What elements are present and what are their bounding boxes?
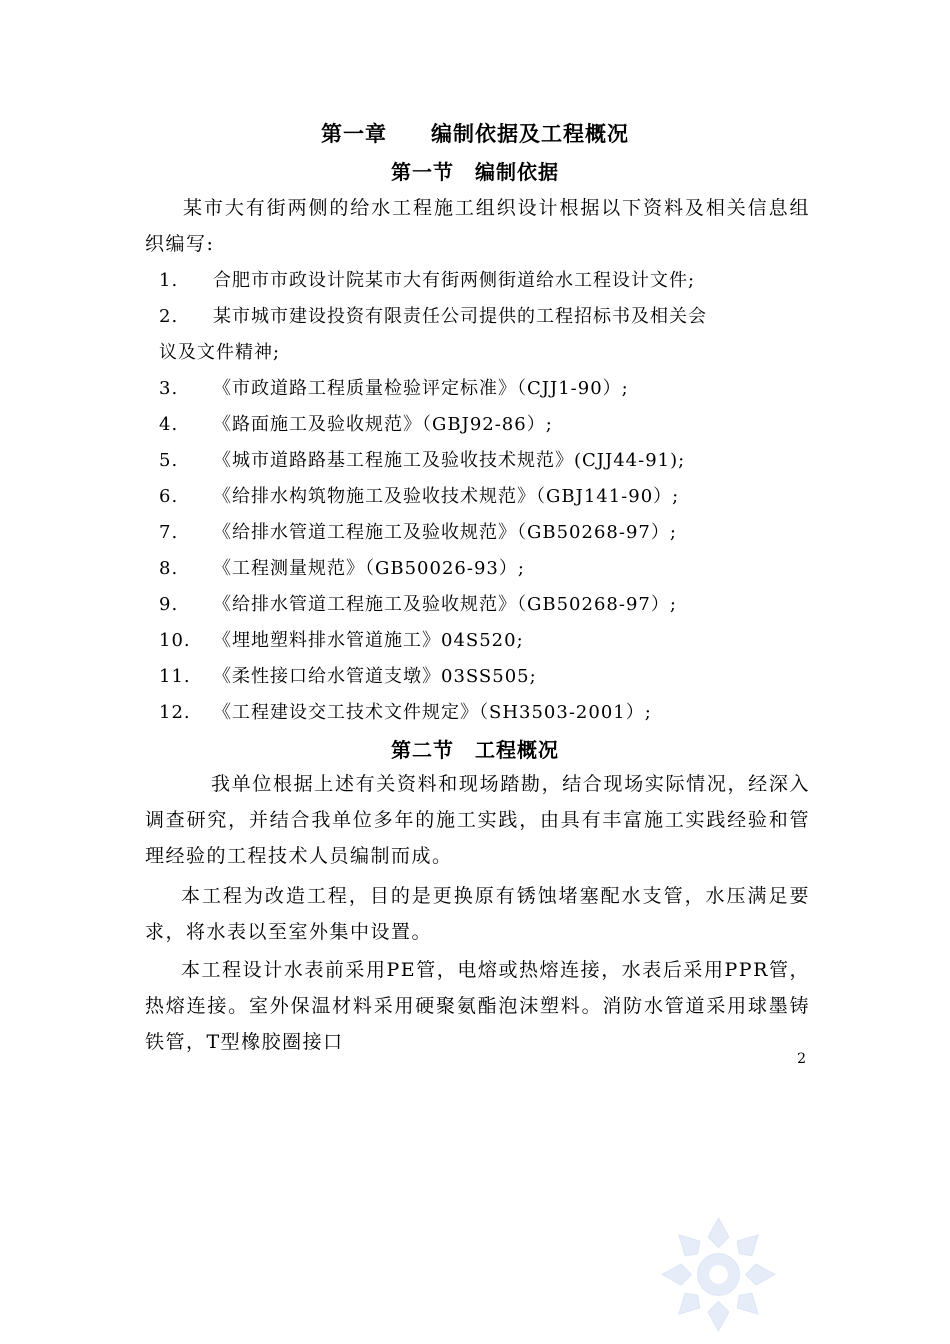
- list-item-number: 11.: [159, 666, 191, 687]
- list-item-number: 9.: [159, 594, 179, 615]
- list-item-number: 10.: [159, 630, 191, 651]
- list-item-text: 某市城市建设投资有限责任公司提供的工程招标书及相关会: [213, 306, 707, 327]
- list-item-text: 《城市道路路基工程施工及验收技术规范》(CJJ44-91);: [213, 450, 686, 471]
- list-item: [145, 263, 810, 299]
- list-item-continuation: [145, 335, 810, 371]
- list-item-number: 3.: [159, 378, 179, 399]
- reference-list: [145, 263, 810, 731]
- list-item-text: 《市政道路工程质量检验评定标准》（CJJ1-90）;: [213, 378, 629, 399]
- list-item-number: 5.: [159, 450, 179, 471]
- list-item-number: 4.: [159, 414, 179, 435]
- list-item-text: 《工程建设交工技术文件规定》（SH3503-2001）;: [213, 702, 652, 723]
- list-item-text: 《给排水构筑物施工及验收技术规范》（GBJ141-90）;: [213, 486, 680, 507]
- list-item-number: 8.: [159, 558, 179, 579]
- list-item-text: 《给排水管道工程施工及验收规范》（GB50268-97）;: [213, 522, 677, 543]
- list-item-text: 《给排水管道工程施工及验收规范》（GB50268-97）;: [213, 594, 677, 615]
- list-item-text: 合肥市市政设计院某市大有街两侧街道给水工程设计文件;: [213, 270, 696, 291]
- list-item: [145, 407, 810, 443]
- list-item: [145, 695, 810, 731]
- list-item-text: 议及文件精神;: [159, 342, 281, 363]
- snowflake-logo-icon: [656, 1212, 781, 1337]
- section1-title: 第一节 编制依据: [391, 160, 559, 184]
- chapter-title: 第一章 编制依据及工程概况: [321, 122, 629, 146]
- list-item-text: 《柔性接口给水管道支墩》03SS505;: [213, 666, 537, 687]
- list-item-number: 6.: [159, 486, 179, 507]
- list-item: [145, 479, 810, 515]
- list-item: [145, 299, 810, 335]
- list-item: [145, 515, 810, 551]
- page-number: 2: [797, 1051, 806, 1067]
- list-item: [145, 443, 810, 479]
- section1-intro: 某市大有街两侧的给水工程施工组织设计根据以下资料及相关信息组织编写:: [145, 197, 810, 255]
- list-item-number: 1.: [159, 270, 179, 291]
- overview-paragraph-2: 本工程为改造工程，目的是更换原有锈蚀堵塞配水支管，水压满足要求，将水表以至室外集中设置。: [145, 885, 810, 943]
- list-item-text: 《埋地塑料排水管道施工》04S520;: [213, 630, 524, 651]
- overview-paragraph-3: 本工程设计水表前采用PE管，电熔或热熔连接，水表后采用PPR管，热熔连接。室外保温材料采用硬聚氨酯泡沫塑料。消防水管道采用球墨铸铁管，T型橡胶圈接口: [145, 959, 810, 1053]
- list-item-number: 12.: [159, 702, 191, 723]
- list-item: [145, 623, 810, 659]
- section2-title: 第二节 工程概况: [391, 738, 559, 762]
- list-item-text: 《工程测量规范》（GB50026-93）;: [213, 558, 525, 579]
- list-item: [145, 587, 810, 623]
- overview-paragraph-1: 我单位根据上述有关资料和现场踏勘，结合现场实际情况，经深入调查研究，并结合我单位多年的施工实践，由具有丰富施工实践经验和管理经验的工程技术人员编制而成。: [145, 773, 810, 867]
- list-item: [145, 551, 810, 587]
- list-item: [145, 659, 810, 695]
- list-item-number: 2.: [159, 306, 179, 327]
- list-item-number: 7.: [159, 522, 179, 543]
- list-item-text: 《路面施工及验收规范》（GBJ92-86）;: [213, 414, 553, 435]
- list-item: [145, 371, 810, 407]
